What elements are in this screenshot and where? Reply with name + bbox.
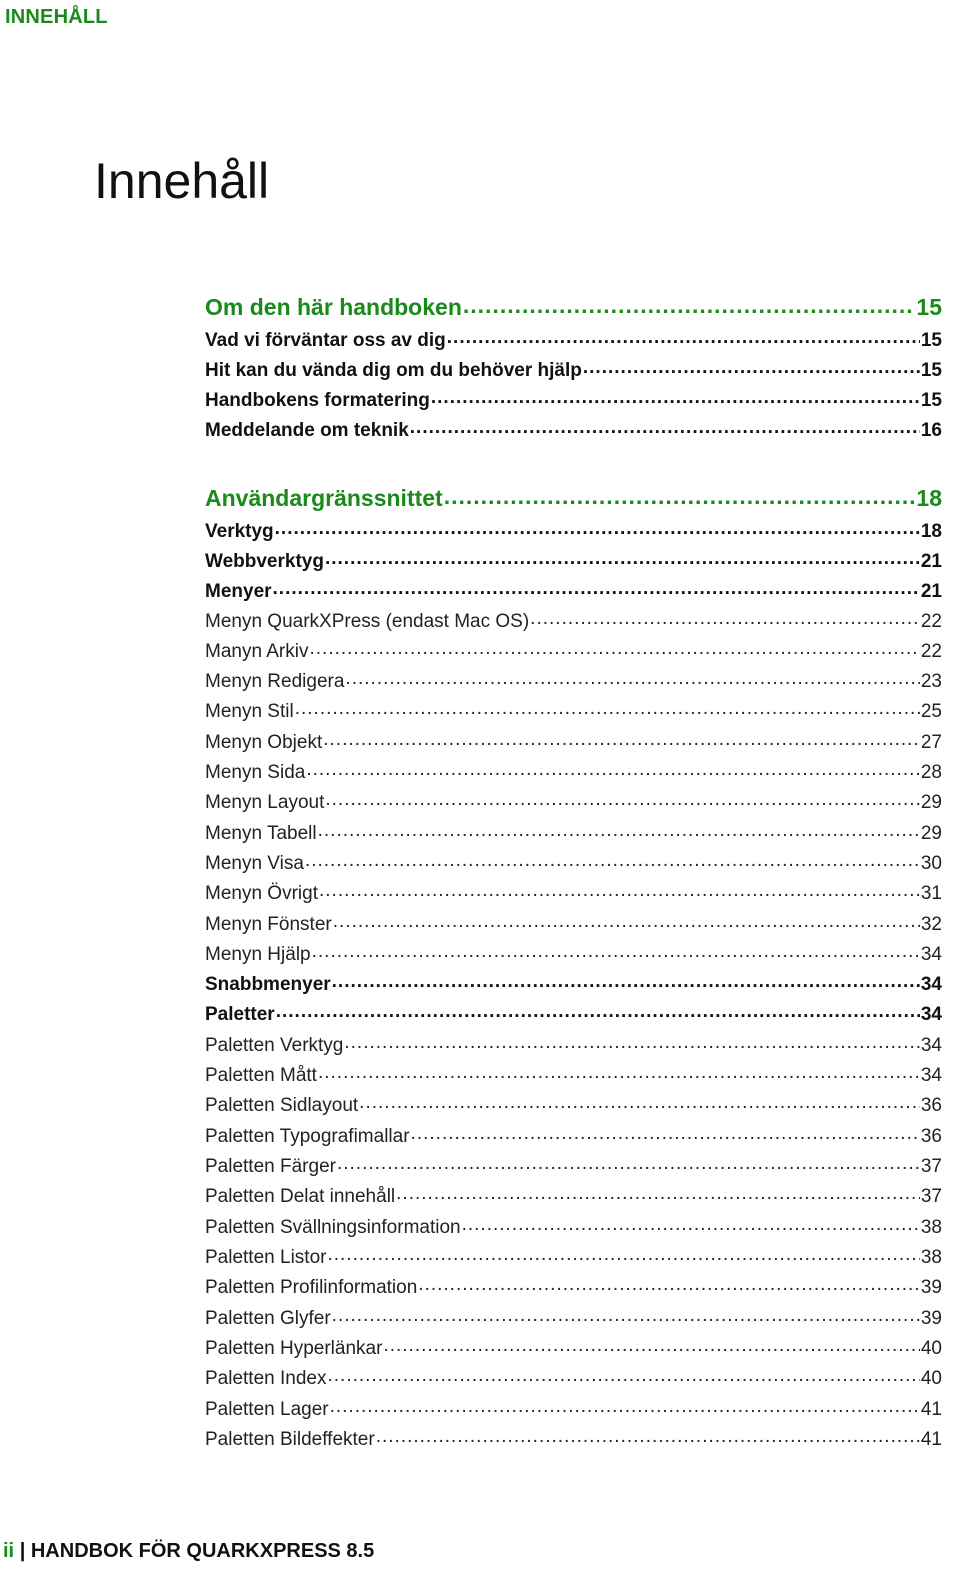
toc-entry-label: Menyn Redigera <box>205 671 345 692</box>
toc-dot-leader <box>410 417 920 436</box>
toc-entry[interactable] <box>205 417 942 442</box>
toc-dot-leader <box>444 483 916 506</box>
toc-entry-label: Menyer <box>205 581 272 602</box>
toc-entry[interactable] <box>205 1153 942 1178</box>
toc-entry[interactable] <box>205 1123 942 1148</box>
toc-entry[interactable] <box>205 1426 942 1451</box>
toc-entry-label: Meddelande om teknik <box>205 420 409 441</box>
footer-book-title: HANDBOK FÖR QUARKXPRESS 8.5 <box>30 1540 375 1562</box>
toc-dot-leader <box>318 1062 920 1081</box>
toc-entry-page: 27 <box>920 732 942 753</box>
toc-entry-page: 22 <box>920 641 942 662</box>
toc-entry[interactable] <box>205 820 942 845</box>
toc-entry-label: Menyn Stil <box>205 701 294 722</box>
toc-entry[interactable] <box>205 698 942 723</box>
toc-entry-page: 36 <box>920 1126 942 1147</box>
toc-entry-label: Menyn Layout <box>205 792 325 813</box>
toc-entry-page: 28 <box>920 762 942 783</box>
toc-entry-label: Paletten Bildeffekter <box>205 1429 375 1450</box>
toc-dot-leader <box>305 850 920 869</box>
toc-entry-page: 29 <box>920 823 942 844</box>
toc-entry-label: Användargränssnittet <box>205 485 443 511</box>
toc-entry-page: 41 <box>920 1399 942 1420</box>
toc-dot-leader <box>462 1214 920 1233</box>
toc-entry-page: 15 <box>916 294 942 320</box>
toc-entry-label: Paletten Lager <box>205 1399 329 1420</box>
toc-dot-leader <box>276 1001 920 1020</box>
toc-dot-leader <box>295 698 920 717</box>
running-header: INNEHÅLL <box>5 6 108 28</box>
toc-entry-label: Paletten Mått <box>205 1065 317 1086</box>
page-title: Innehåll <box>94 153 270 209</box>
toc-dot-leader <box>319 880 920 899</box>
toc-dot-leader <box>275 518 920 537</box>
toc-entry-label: Menyn Övrigt <box>205 883 318 904</box>
toc-entry-label: Paletten Profilinformation <box>205 1277 418 1298</box>
toc-dot-leader <box>325 789 920 808</box>
toc-entry-label: Paletten Listor <box>205 1247 327 1268</box>
toc-entry-page: 38 <box>920 1217 942 1238</box>
toc-entry-page: 30 <box>920 853 942 874</box>
toc-entry[interactable] <box>205 880 942 905</box>
toc-dot-leader <box>273 578 920 597</box>
page-footer <box>3 1540 374 1563</box>
toc-dot-leader <box>312 941 920 960</box>
toc-entry-page: 40 <box>920 1338 942 1359</box>
toc-entry-label: Handbokens formatering <box>205 390 430 411</box>
toc-entry-page: 21 <box>920 581 942 602</box>
toc-dot-leader <box>325 548 920 567</box>
toc-entry-page: 36 <box>920 1095 942 1116</box>
toc-entry-page: 38 <box>920 1247 942 1268</box>
toc-dot-leader <box>333 911 920 930</box>
toc-entry[interactable] <box>205 1335 942 1360</box>
toc-entry[interactable] <box>205 292 942 321</box>
toc-entry-label: Paletten Sidlayout <box>205 1095 359 1116</box>
toc-dot-leader <box>344 1032 919 1051</box>
toc-entry[interactable] <box>205 850 942 875</box>
toc-entry-label: Menyn Sida <box>205 762 306 783</box>
toc-entry-label: Verktyg <box>205 521 274 542</box>
toc-entry-page: 25 <box>920 701 942 722</box>
toc-entry-label: Menyn Visa <box>205 853 304 874</box>
toc-entry[interactable] <box>205 941 942 966</box>
toc-entry-page: 16 <box>920 420 942 441</box>
toc-entry-page: 31 <box>920 883 942 904</box>
footer-separator: | <box>19 1540 26 1562</box>
toc-dot-leader <box>332 1305 920 1324</box>
toc-entry[interactable] <box>205 1092 942 1117</box>
toc-entry-label: Menyn QuarkXPress (endast Mac OS) <box>205 611 530 632</box>
footer-page-number: ii <box>3 1540 15 1562</box>
toc-dot-leader <box>447 327 920 346</box>
toc-entry[interactable] <box>205 1214 942 1239</box>
toc-entry[interactable] <box>205 357 942 382</box>
toc-entry-label: Menyn Objekt <box>205 732 323 753</box>
toc-entry-page: 37 <box>920 1186 942 1207</box>
toc-dot-leader <box>306 759 920 778</box>
toc-dot-leader <box>431 387 920 406</box>
toc-dot-leader <box>376 1426 920 1445</box>
toc-entry-label: Snabbmenyer <box>205 974 331 995</box>
toc-entry-label: Paletter <box>205 1004 275 1025</box>
toc-dot-leader <box>309 638 919 657</box>
toc-entry-page: 34 <box>920 944 942 965</box>
toc-entry-page: 32 <box>920 914 942 935</box>
toc-entry[interactable] <box>205 638 942 663</box>
toc-entry[interactable] <box>205 1183 942 1208</box>
toc-entry-page: 41 <box>920 1429 942 1450</box>
toc-entry-page: 34 <box>920 1035 942 1056</box>
toc-entry[interactable] <box>205 729 942 754</box>
toc-entry-page: 39 <box>920 1308 942 1329</box>
toc-entry[interactable] <box>205 1305 942 1330</box>
toc-entry-label: Manyn Arkiv <box>205 641 309 662</box>
toc-entry-label: Om den här handboken <box>205 294 462 320</box>
toc-entry-page: 39 <box>920 1277 942 1298</box>
toc-dot-leader <box>332 971 920 990</box>
toc-entry[interactable] <box>205 518 942 543</box>
toc-dot-leader <box>396 1183 920 1202</box>
toc-entry-label: Paletten Färger <box>205 1156 336 1177</box>
toc-entry-label: Webbverktyg <box>205 551 324 572</box>
toc-entry-page: 15 <box>920 390 942 411</box>
toc-entry-label: Paletten Verktyg <box>205 1035 344 1056</box>
toc-entry[interactable] <box>205 971 942 996</box>
toc-dot-leader <box>530 608 920 627</box>
toc-entry-page: 21 <box>920 551 942 572</box>
toc-entry[interactable] <box>205 483 942 512</box>
toc-entry[interactable] <box>205 1244 942 1269</box>
toc-entry[interactable] <box>205 1032 942 1057</box>
toc-dot-leader <box>327 1244 919 1263</box>
toc-dot-leader <box>345 668 919 687</box>
toc-entry[interactable] <box>205 327 942 352</box>
toc-entry-label: Paletten Typografimallar <box>205 1126 410 1147</box>
toc-entry[interactable] <box>205 1001 942 1026</box>
toc-entry-page: 29 <box>920 792 942 813</box>
toc-entry-label: Paletten Index <box>205 1368 327 1389</box>
toc-entry-label: Hit kan du vända dig om du behöver hjälp <box>205 360 582 381</box>
toc-entry[interactable] <box>205 548 942 573</box>
toc-entry[interactable] <box>205 911 942 936</box>
toc-entry-page: 23 <box>920 671 942 692</box>
toc-entry-page: 34 <box>920 1004 942 1025</box>
toc-dot-leader <box>330 1396 920 1415</box>
toc-entry-label: Vad vi förväntar oss av dig <box>205 330 446 351</box>
toc-entry[interactable] <box>205 1396 942 1421</box>
toc-entry-page: 18 <box>920 521 942 542</box>
toc-entry-page: 40 <box>920 1368 942 1389</box>
toc-entry[interactable] <box>205 789 942 814</box>
toc-entry-label: Menyn Tabell <box>205 823 317 844</box>
toc-entry-page: 37 <box>920 1156 942 1177</box>
toc-entry-page: 22 <box>920 611 942 632</box>
toc-entry-label: Paletten Hyperlänkar <box>205 1338 383 1359</box>
toc-dot-leader <box>323 729 920 748</box>
toc-dot-leader <box>318 820 920 839</box>
toc-entry-page: 34 <box>920 974 942 995</box>
toc-dot-leader <box>583 357 920 376</box>
toc-entry-label: Paletten Glyfer <box>205 1308 331 1329</box>
toc-entry-label: Menyn Hjälp <box>205 944 311 965</box>
toc-dot-leader <box>463 292 916 315</box>
toc-entry-label: Paletten Svällningsinformation <box>205 1217 461 1238</box>
toc-entry-page: 15 <box>920 360 942 381</box>
toc-dot-leader <box>359 1092 920 1111</box>
toc-dot-leader <box>418 1274 920 1293</box>
toc-entry[interactable] <box>205 1365 942 1390</box>
toc-entry-label: Paletten Delat innehåll <box>205 1186 396 1207</box>
toc-entry-page: 18 <box>916 485 942 511</box>
toc-entry[interactable] <box>205 387 942 412</box>
toc-dot-leader <box>327 1365 919 1384</box>
toc-entry[interactable] <box>205 668 942 693</box>
toc-entry[interactable] <box>205 578 942 603</box>
toc-dot-leader <box>411 1123 920 1142</box>
toc-entry-page: 34 <box>920 1065 942 1086</box>
toc-dot-leader <box>383 1335 919 1354</box>
toc-entry[interactable] <box>205 759 942 784</box>
toc-dot-leader <box>337 1153 920 1172</box>
toc-entry-page: 15 <box>920 330 942 351</box>
toc-entry[interactable] <box>205 1062 942 1087</box>
toc-entry[interactable] <box>205 608 942 633</box>
toc-entry[interactable] <box>205 1274 942 1299</box>
toc-entry-label: Menyn Fönster <box>205 914 332 935</box>
